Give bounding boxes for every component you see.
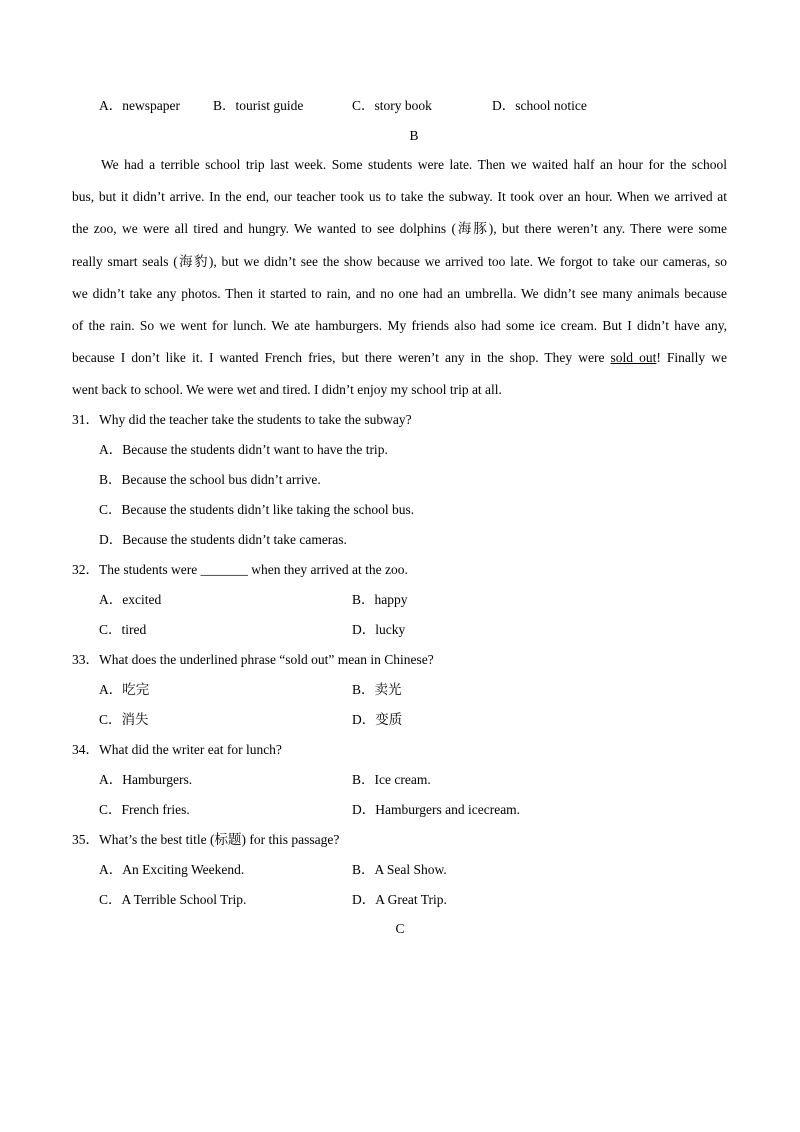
q30-option-d: D．school notice [492,98,587,113]
q33-option-d: D．变质 [352,712,403,727]
q35-option-c: C．A Terrible School Trip. [99,892,247,907]
q34-option-a: A．Hamburgers. [99,772,193,787]
q34-option-c: C．French fries. [99,802,190,817]
q33-option-b: B．卖光 [352,682,402,697]
section-b-heading: B [409,128,419,143]
q31-option-b: B．Because the school bus didn’t arrive. [99,472,321,487]
q30-option-a: A．newspaper [99,98,180,113]
q34-option-b: B．Ice cream. [352,772,431,787]
q32-stem: 32．The students were _______ when they arrived at the zoo. [72,562,408,577]
passage-line: really smart seals (海豹), but we didn’t see the show because we arrived too late. We forgot to take our cameras, so [72,254,727,269]
q32-option-b: B．happy [352,592,408,607]
q33-option-a: A．吃完 [99,682,150,697]
passage-line: we didn’t take any photos. Then it started to rain, and no one had an umbrella. We didn’t see many animals because [72,286,727,301]
underlined-phrase: sold out [610,350,657,365]
section-c-heading: C [395,921,405,936]
passage-line: the zoo, we were all tired and hungry. We wanted to see dolphins (海豚), but there weren’t any. There were some [72,221,727,236]
passage-line [72,350,727,366]
q35-option-b: B．A Seal Show. [352,862,447,877]
q32-option-c: C．tired [99,622,147,637]
q35-option-a: A．An Exciting Weekend. [99,862,245,877]
q34-stem: 34．What did the writer eat for lunch? [72,742,282,757]
q35-option-d: D．A Great Trip. [352,892,447,907]
passage-line: of the rain. So we went for lunch. We ate hamburgers. My friends also had some ice cream. But I didn’t have any, [72,318,727,333]
passage-line: went back to school. We were wet and tired. I didn’t enjoy my school trip at all. [72,382,502,397]
q31-option-a: A．Because the students didn’t want to have the trip. [99,442,388,457]
q35-stem: 35．What’s the best title (标题) for this passage? [72,832,340,847]
q30-option-b: B．tourist guide [213,98,304,113]
passage-text: ! Finally we [656,350,727,365]
passage-line: bus, but it didn’t arrive. In the end, our teacher took us to take the subway. It took over an hour. When we arrived at [72,189,727,204]
q30-option-c: C．story book [352,98,432,113]
q34-option-d: D．Hamburgers and icecream. [352,802,521,817]
q31-option-c: C．Because the students didn’t like taking the school bus. [99,502,415,517]
passage-text: because I don’t like it. I wanted French fries, but there weren’t any in the shop. They were [72,350,611,365]
q32-option-a: A．excited [99,592,162,607]
q33-stem: 33．What does the underlined phrase “sold out” mean in Chinese? [72,652,434,667]
q33-option-c: C．消失 [99,712,149,727]
q31-stem: 31．Why did the teacher take the students to take the subway? [72,412,412,427]
passage-line: We had a terrible school trip last week. Some students were late. Then we waited half an hour for the school [101,157,727,172]
q32-option-d: D．lucky [352,622,406,637]
q31-option-d: D．Because the students didn’t take cameras. [99,532,347,547]
